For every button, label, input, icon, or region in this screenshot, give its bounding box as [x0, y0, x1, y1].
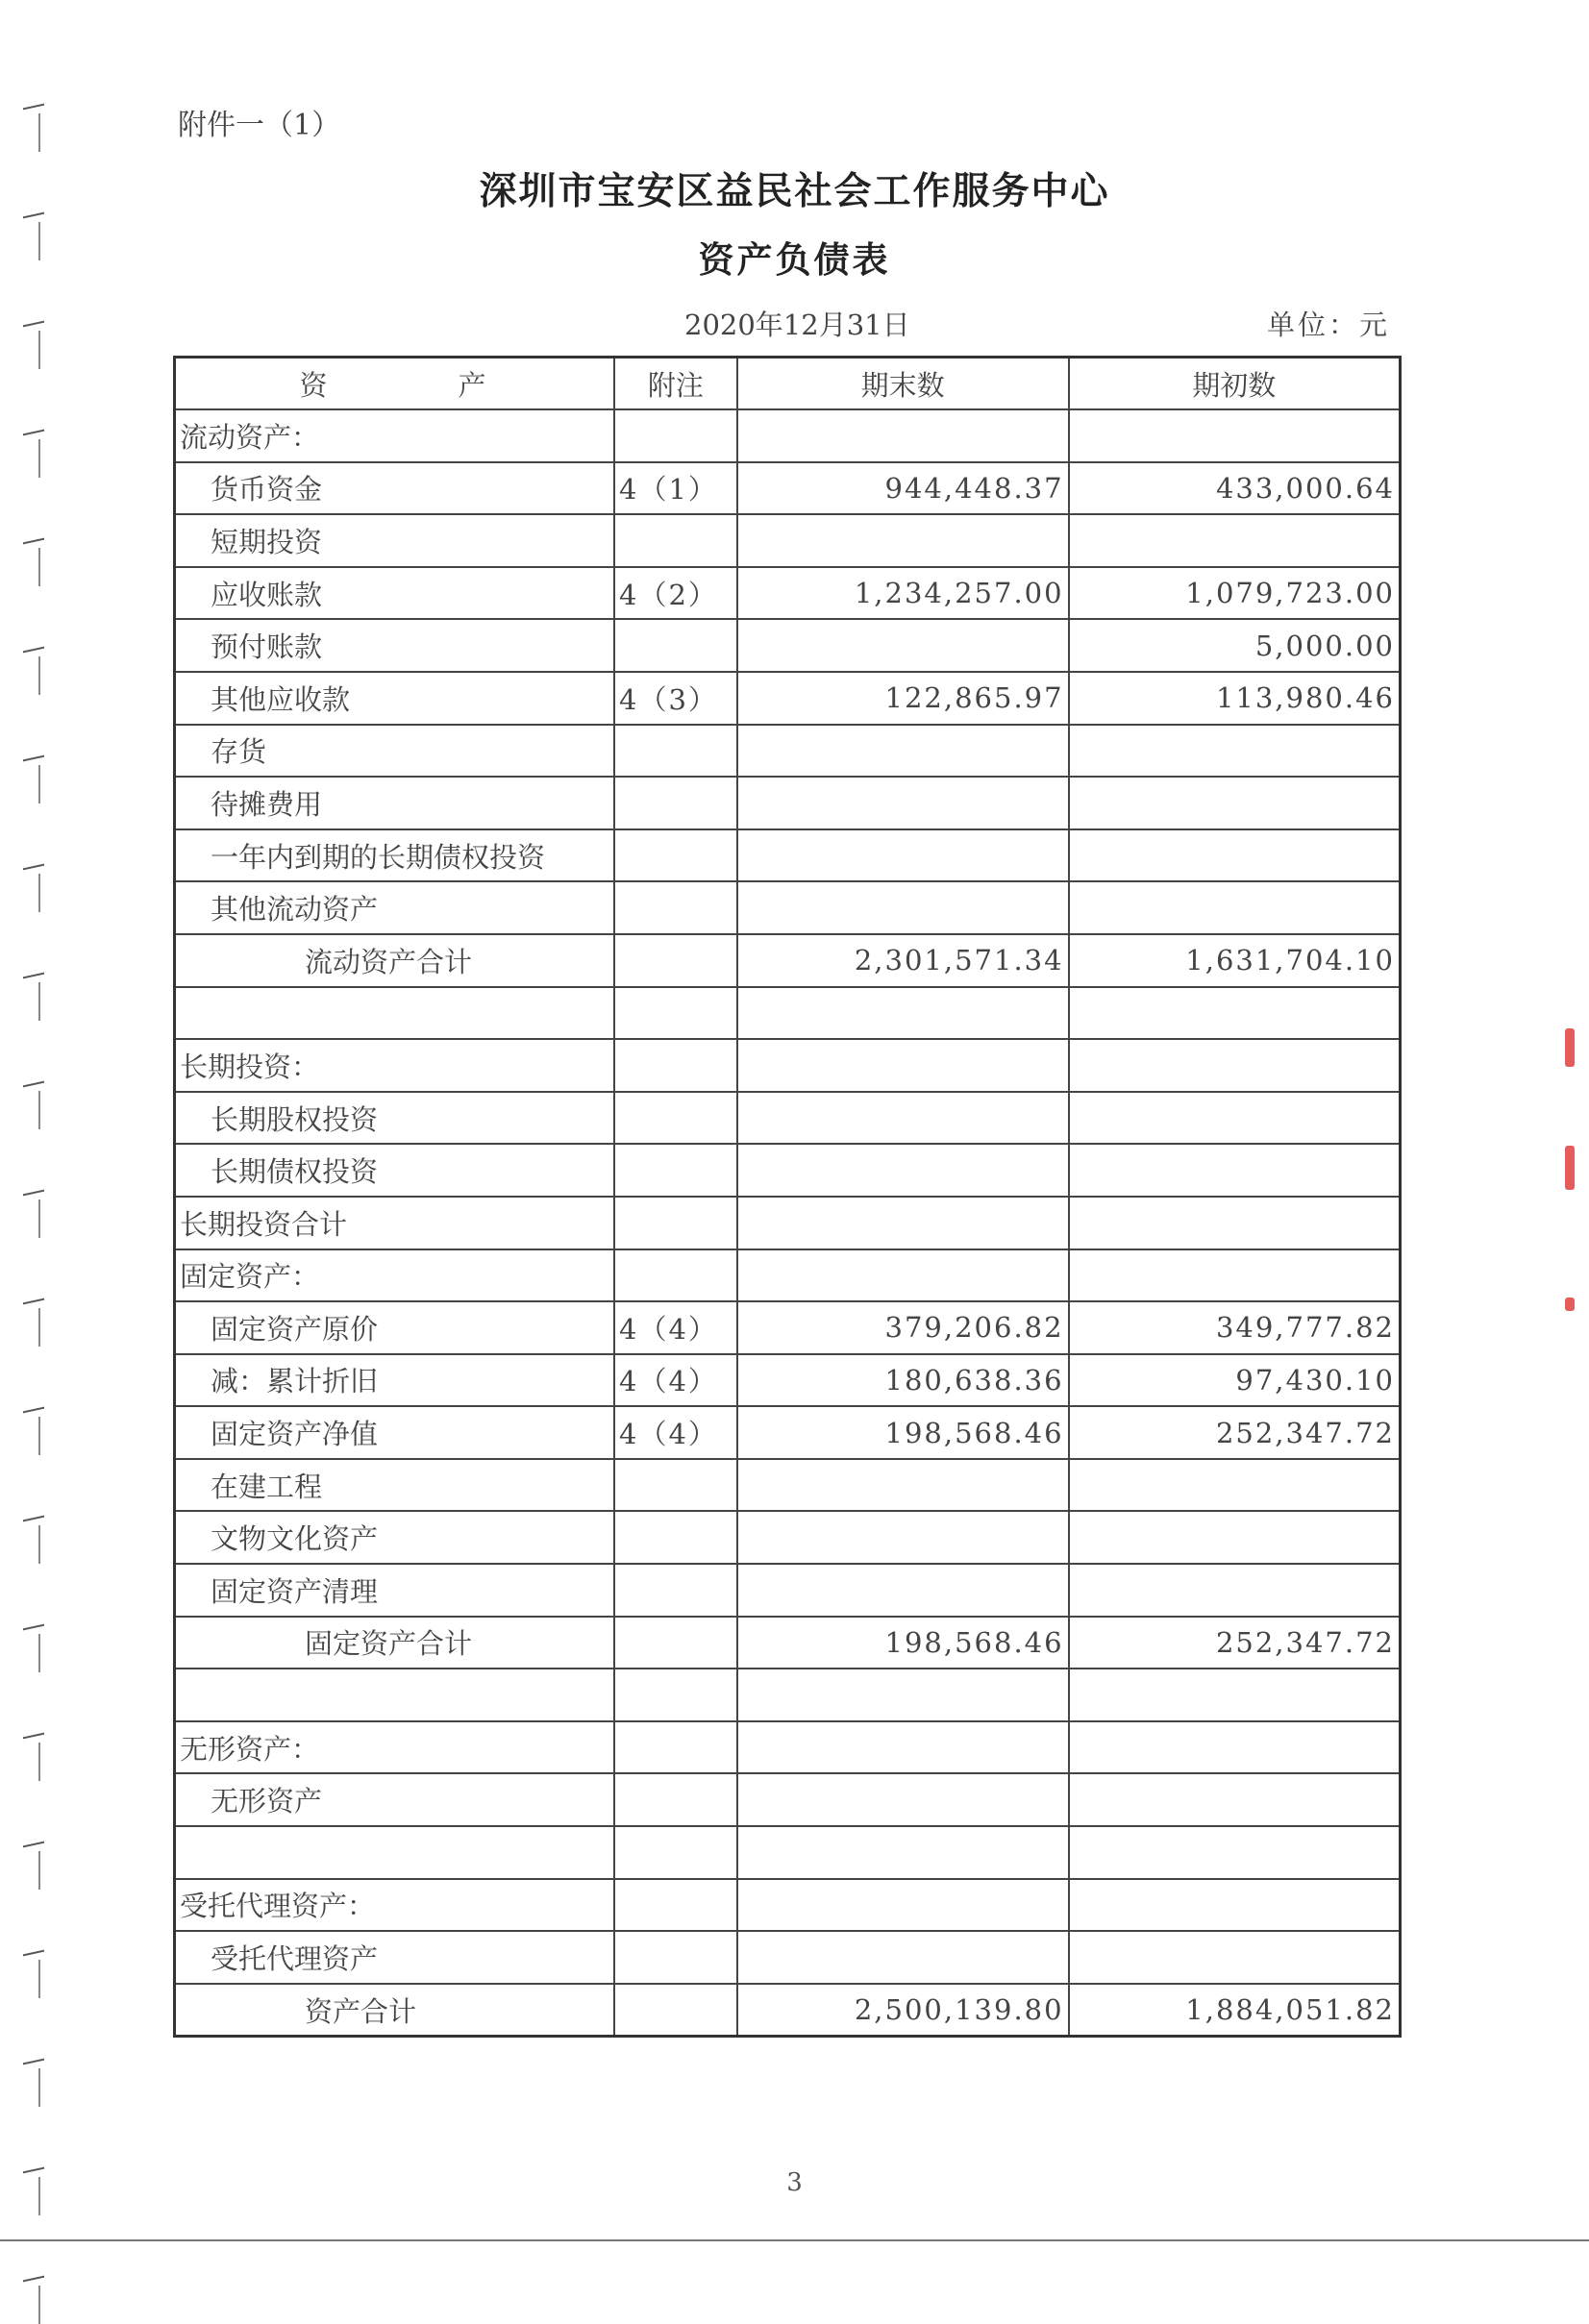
binding-tick — [23, 1081, 44, 1088]
binding-tick — [23, 1950, 44, 1957]
binding-edge — [38, 656, 40, 695]
row-label: 受托代理资产： — [175, 1879, 615, 1932]
row-note: 4（1） — [614, 462, 737, 515]
table-row — [175, 1826, 1401, 1879]
table-row — [175, 1984, 1401, 2037]
row-label — [175, 987, 615, 1040]
row-note — [614, 1617, 737, 1669]
row-note — [614, 1249, 737, 1302]
row-note: 4（4） — [614, 1301, 737, 1354]
binding-tick — [23, 2276, 44, 2283]
row-period-begin — [1069, 1039, 1401, 1092]
binding-tick — [23, 1842, 44, 1848]
table-row — [175, 1144, 1401, 1197]
row-label: 一年内到期的长期债权投资 — [175, 829, 615, 882]
row-period-begin — [1069, 1511, 1401, 1564]
row-period-begin: 252,347.72 — [1069, 1617, 1401, 1669]
row-period-begin — [1069, 881, 1401, 934]
binding-edge — [38, 548, 40, 586]
binding-edge — [38, 1960, 40, 1998]
row-period-begin — [1069, 1879, 1401, 1932]
row-label: 应收账款 — [175, 567, 615, 620]
binding-edge — [38, 1851, 40, 1890]
row-period-end — [737, 1249, 1069, 1302]
binding-tick — [23, 755, 44, 762]
binding-edge — [38, 439, 40, 478]
row-period-end: 1,234,257.00 — [737, 567, 1069, 620]
row-label: 其他流动资产 — [175, 881, 615, 934]
row-period-end — [737, 725, 1069, 778]
binding-margin — [17, 0, 56, 2247]
table-body — [175, 409, 1401, 2037]
row-period-begin — [1069, 1773, 1401, 1826]
balance-sheet-table — [173, 356, 1402, 2038]
column-header-period-end: 期末数 — [737, 358, 1069, 410]
table-row — [175, 725, 1401, 778]
table-row — [175, 1931, 1401, 1984]
row-label: 预付账款 — [175, 619, 615, 672]
row-period-end — [737, 619, 1069, 672]
attachment-label: 附件一（1） — [178, 109, 341, 142]
binding-edge — [38, 1634, 40, 1672]
row-period-end — [737, 1773, 1069, 1826]
row-note — [614, 1879, 737, 1932]
binding-tick — [23, 104, 44, 111]
table-row — [175, 567, 1401, 620]
red-stamp-fragment — [1565, 1146, 1575, 1190]
row-period-begin: 113,980.46 — [1069, 672, 1401, 725]
table-row — [175, 1879, 1401, 1932]
row-period-begin — [1069, 987, 1401, 1040]
row-period-begin — [1069, 1826, 1401, 1879]
binding-edge — [38, 1308, 40, 1347]
binding-tick — [23, 538, 44, 545]
row-label: 减：累计折旧 — [175, 1354, 615, 1407]
row-label: 受托代理资产 — [175, 1931, 615, 1984]
row-note — [614, 1721, 737, 1774]
table-row — [175, 934, 1401, 987]
row-label: 无形资产 — [175, 1773, 615, 1826]
row-note — [614, 725, 737, 778]
row-label — [175, 1669, 615, 1721]
organization-name: 深圳市宝安区益民社会工作服务中心 — [479, 169, 1110, 213]
binding-edge — [38, 2068, 40, 2107]
binding-edge — [38, 1525, 40, 1564]
table-row — [175, 777, 1401, 829]
row-period-end — [737, 1826, 1069, 1879]
row-period-begin — [1069, 1721, 1401, 1774]
binding-edge — [38, 1417, 40, 1455]
table-row — [175, 1669, 1401, 1721]
row-period-end — [737, 1092, 1069, 1145]
column-header-note: 附注 — [614, 358, 737, 410]
table-row — [175, 1459, 1401, 1512]
row-label: 固定资产原价 — [175, 1301, 615, 1354]
row-label: 货币资金 — [175, 462, 615, 515]
page-number: 3 — [786, 2168, 803, 2197]
row-period-end: 198,568.46 — [737, 1617, 1069, 1669]
row-label: 长期债权投资 — [175, 1144, 615, 1197]
row-label: 流动资产： — [175, 409, 615, 462]
row-label: 无形资产： — [175, 1721, 615, 1774]
row-note — [614, 1511, 737, 1564]
row-period-begin: 1,631,704.10 — [1069, 934, 1401, 987]
row-period-end — [737, 829, 1069, 882]
row-label — [175, 1826, 615, 1879]
binding-tick — [23, 1733, 44, 1740]
table-row — [175, 619, 1401, 672]
binding-tick — [23, 864, 44, 871]
table-row — [175, 672, 1401, 725]
row-label: 短期投资 — [175, 514, 615, 567]
binding-edge — [38, 982, 40, 1021]
row-period-begin — [1069, 1459, 1401, 1512]
row-note — [614, 777, 737, 829]
row-period-end: 2,500,139.80 — [737, 1984, 1069, 2037]
row-note — [614, 1459, 737, 1512]
row-period-begin: 349,777.82 — [1069, 1301, 1401, 1354]
binding-edge — [38, 874, 40, 912]
row-period-end — [737, 1669, 1069, 1721]
row-period-begin — [1069, 1197, 1401, 1249]
row-note — [614, 619, 737, 672]
row-period-end — [737, 1564, 1069, 1617]
table-row — [175, 1773, 1401, 1826]
row-period-begin — [1069, 1144, 1401, 1197]
row-label: 长期投资： — [175, 1039, 615, 1092]
row-period-begin — [1069, 514, 1401, 567]
row-note — [614, 987, 737, 1040]
currency-unit: 单位：元 — [1267, 309, 1391, 341]
row-note — [614, 1984, 737, 2037]
row-note — [614, 1144, 737, 1197]
row-period-begin — [1069, 829, 1401, 882]
row-note — [614, 1931, 737, 1984]
row-label: 长期投资合计 — [175, 1197, 615, 1249]
row-period-end — [737, 514, 1069, 567]
row-period-end — [737, 1721, 1069, 1774]
row-label: 固定资产清理 — [175, 1564, 615, 1617]
page-edge-line — [0, 2239, 1589, 2241]
row-period-end: 379,206.82 — [737, 1301, 1069, 1354]
table-row — [175, 1721, 1401, 1774]
row-note — [614, 1826, 737, 1879]
row-period-begin — [1069, 1249, 1401, 1302]
row-period-begin: 252,347.72 — [1069, 1406, 1401, 1459]
row-label: 其他应收款 — [175, 672, 615, 725]
row-note: 4（4） — [614, 1354, 737, 1407]
row-note — [614, 881, 737, 934]
row-label: 待摊费用 — [175, 777, 615, 829]
row-period-end — [737, 1879, 1069, 1932]
red-stamp-fragment — [1565, 1028, 1575, 1067]
table-row — [175, 462, 1401, 515]
row-note — [614, 1773, 737, 1826]
binding-tick — [23, 2059, 44, 2065]
row-period-end: 180,638.36 — [737, 1354, 1069, 1407]
row-period-end — [737, 1039, 1069, 1092]
row-label: 流动资产合计 — [175, 934, 615, 987]
row-label: 资产合计 — [175, 1984, 615, 2037]
row-label: 长期股权投资 — [175, 1092, 615, 1145]
binding-tick — [23, 1407, 44, 1414]
report-date: 2020年12月31日 — [684, 309, 910, 341]
red-stamp-fragment — [1565, 1298, 1575, 1311]
binding-tick — [23, 1624, 44, 1631]
binding-tick — [23, 647, 44, 654]
row-label: 文物文化资产 — [175, 1511, 615, 1564]
row-period-begin: 5,000.00 — [1069, 619, 1401, 672]
table-row — [175, 1301, 1401, 1354]
row-note: 4（2） — [614, 567, 737, 620]
row-note — [614, 1092, 737, 1145]
row-period-end — [737, 1144, 1069, 1197]
row-note — [614, 1039, 737, 1092]
table-row — [175, 829, 1401, 882]
table-row — [175, 514, 1401, 567]
row-label: 固定资产合计 — [175, 1617, 615, 1669]
row-note — [614, 1564, 737, 1617]
table-row — [175, 1511, 1401, 1564]
table-row — [175, 1197, 1401, 1249]
row-note — [614, 409, 737, 462]
row-note — [614, 1197, 737, 1249]
row-note — [614, 1669, 737, 1721]
binding-edge — [38, 1199, 40, 1238]
document-title: 资产负债表 — [698, 238, 891, 281]
row-note: 4（3） — [614, 672, 737, 725]
row-note — [614, 829, 737, 882]
row-note: 4（4） — [614, 1406, 737, 1459]
row-note — [614, 934, 737, 987]
binding-edge — [38, 331, 40, 369]
row-period-begin — [1069, 1669, 1401, 1721]
table-row — [175, 881, 1401, 934]
table-row — [175, 1617, 1401, 1669]
row-label: 固定资产净值 — [175, 1406, 615, 1459]
table-row — [175, 409, 1401, 462]
table-row — [175, 1406, 1401, 1459]
table-row — [175, 1249, 1401, 1302]
binding-tick — [23, 1190, 44, 1197]
table-row — [175, 1039, 1401, 1092]
row-period-end: 2,301,571.34 — [737, 934, 1069, 987]
row-note — [614, 514, 737, 567]
binding-tick — [23, 973, 44, 979]
row-period-begin: 97,430.10 — [1069, 1354, 1401, 1407]
row-period-end — [737, 409, 1069, 462]
row-label: 固定资产： — [175, 1249, 615, 1302]
row-period-begin — [1069, 1092, 1401, 1145]
binding-tick — [23, 1516, 44, 1522]
row-label: 在建工程 — [175, 1459, 615, 1512]
binding-tick — [23, 430, 44, 436]
column-header-period-begin: 期初数 — [1069, 358, 1401, 410]
column-header-assets: 资 产 — [175, 358, 615, 410]
row-period-begin: 1,884,051.82 — [1069, 1984, 1401, 2037]
row-label: 存货 — [175, 725, 615, 778]
binding-edge — [38, 765, 40, 804]
binding-edge — [38, 1743, 40, 1781]
row-period-begin: 433,000.64 — [1069, 462, 1401, 515]
binding-edge — [38, 113, 40, 152]
table-row — [175, 1092, 1401, 1145]
binding-edge — [38, 1091, 40, 1129]
row-period-begin — [1069, 409, 1401, 462]
row-period-end — [737, 1459, 1069, 1512]
row-period-end: 198,568.46 — [737, 1406, 1069, 1459]
row-period-begin — [1069, 1564, 1401, 1617]
table-row — [175, 987, 1401, 1040]
binding-edge — [38, 2286, 40, 2324]
row-period-end — [737, 987, 1069, 1040]
table-header-row — [175, 358, 1401, 410]
binding-tick — [23, 321, 44, 328]
row-period-begin — [1069, 1931, 1401, 1984]
row-period-begin — [1069, 725, 1401, 778]
row-period-begin: 1,079,723.00 — [1069, 567, 1401, 620]
binding-tick — [23, 1298, 44, 1305]
table-row — [175, 1564, 1401, 1617]
row-period-end: 122,865.97 — [737, 672, 1069, 725]
row-period-end — [737, 1931, 1069, 1984]
row-period-end — [737, 1511, 1069, 1564]
row-period-end: 944,448.37 — [737, 462, 1069, 515]
row-period-end — [737, 1197, 1069, 1249]
table-row — [175, 1354, 1401, 1407]
row-period-end — [737, 881, 1069, 934]
row-period-end — [737, 777, 1069, 829]
row-period-begin — [1069, 777, 1401, 829]
